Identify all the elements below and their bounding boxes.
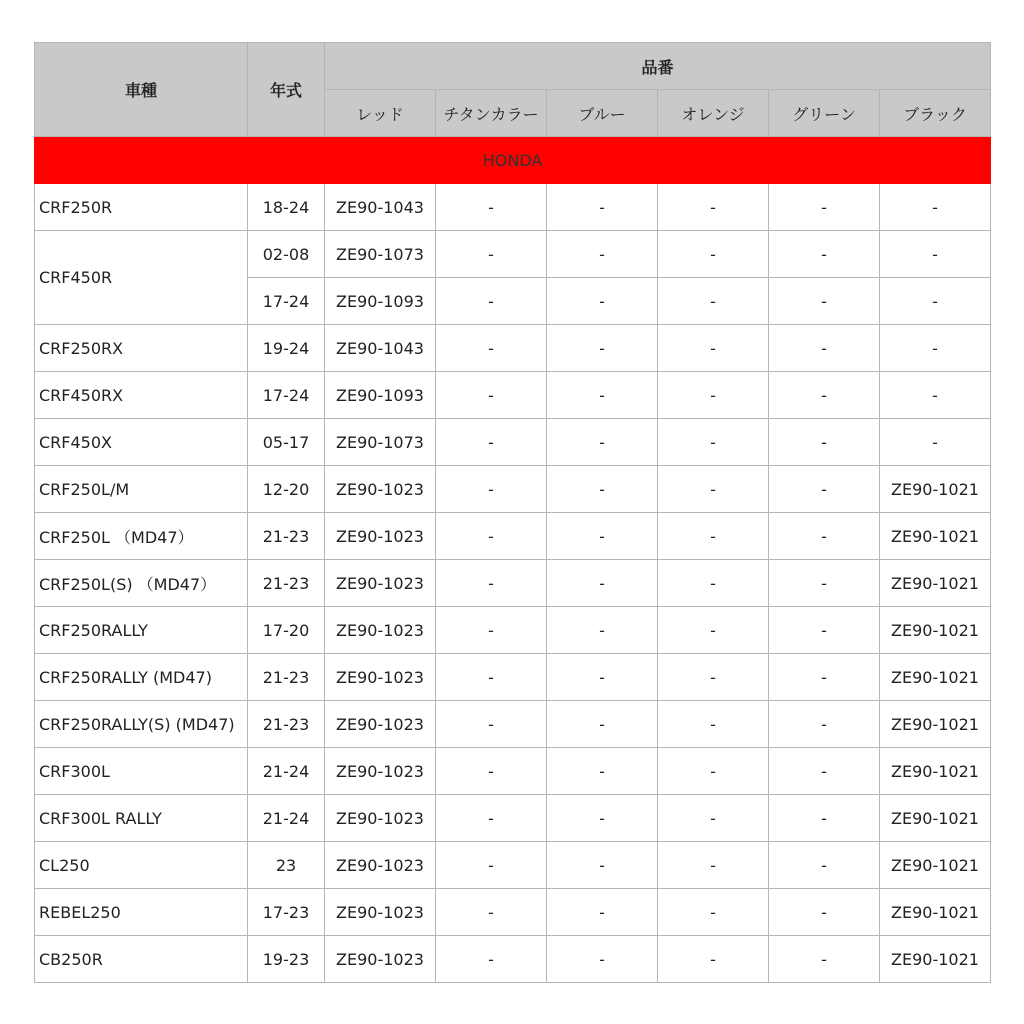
part-number-cell: -	[769, 607, 880, 654]
part-number-cell: ZE90-1073	[325, 231, 436, 278]
part-number-cell: -	[769, 560, 880, 607]
header-color-green: グリーン	[769, 90, 880, 137]
part-number-cell: ZE90-1023	[325, 654, 436, 701]
part-number-cell: -	[436, 325, 547, 372]
header-color-red: レッド	[325, 90, 436, 137]
part-number-cell: -	[658, 701, 769, 748]
part-number-cell: -	[547, 654, 658, 701]
parts-compatibility-table	[34, 42, 991, 983]
year-cell: 19-23	[248, 936, 325, 983]
part-number-cell: ZE90-1023	[325, 842, 436, 889]
part-number-cell: -	[658, 842, 769, 889]
part-number-cell: ZE90-1021	[880, 748, 991, 795]
part-number-cell: -	[547, 325, 658, 372]
year-cell: 23	[248, 842, 325, 889]
model-cell: CRF250L(S) （MD47）	[35, 560, 248, 607]
part-number-cell: -	[436, 607, 547, 654]
part-number-cell: ZE90-1023	[325, 748, 436, 795]
part-number-cell: ZE90-1093	[325, 278, 436, 325]
brand-row	[35, 137, 991, 184]
part-number-cell: ZE90-1093	[325, 372, 436, 419]
year-cell: 21-24	[248, 795, 325, 842]
part-number-cell: -	[436, 184, 547, 231]
part-number-cell: -	[769, 466, 880, 513]
part-number-cell: -	[547, 607, 658, 654]
part-number-cell: -	[880, 372, 991, 419]
part-number-cell: ZE90-1023	[325, 936, 436, 983]
table-row	[35, 795, 991, 842]
part-number-cell: -	[547, 701, 658, 748]
year-cell: 17-20	[248, 607, 325, 654]
model-cell: REBEL250	[35, 889, 248, 936]
part-number-cell: ZE90-1021	[880, 607, 991, 654]
part-number-cell: -	[436, 795, 547, 842]
model-cell: CRF300L RALLY	[35, 795, 248, 842]
part-number-cell: -	[658, 654, 769, 701]
part-number-cell: -	[769, 513, 880, 560]
part-number-cell: -	[436, 654, 547, 701]
model-cell: CRF250R	[35, 184, 248, 231]
table-row	[35, 560, 991, 607]
part-number-cell: -	[769, 842, 880, 889]
part-number-cell: -	[658, 231, 769, 278]
part-number-cell: -	[769, 278, 880, 325]
part-number-cell: ZE90-1021	[880, 701, 991, 748]
part-number-cell: ZE90-1073	[325, 419, 436, 466]
model-cell: CRF250RALLY	[35, 607, 248, 654]
year-cell: 17-24	[248, 278, 325, 325]
part-number-cell: ZE90-1021	[880, 889, 991, 936]
header-color-blue: ブルー	[547, 90, 658, 137]
part-number-cell: -	[436, 466, 547, 513]
part-number-cell: -	[769, 184, 880, 231]
part-number-cell: -	[436, 278, 547, 325]
part-number-cell: ZE90-1021	[880, 842, 991, 889]
part-number-cell: ZE90-1021	[880, 936, 991, 983]
part-number-cell: ZE90-1023	[325, 513, 436, 560]
table-row	[35, 701, 991, 748]
table-row	[35, 842, 991, 889]
part-number-cell: -	[769, 372, 880, 419]
year-cell: 21-23	[248, 513, 325, 560]
table-row	[35, 936, 991, 983]
model-cell: CRF450X	[35, 419, 248, 466]
part-number-cell: -	[658, 278, 769, 325]
brand-label: HONDA	[35, 137, 991, 184]
part-number-cell: ZE90-1021	[880, 654, 991, 701]
part-number-cell: -	[769, 748, 880, 795]
part-number-cell: ZE90-1021	[880, 560, 991, 607]
table-row	[35, 466, 991, 513]
part-number-cell: -	[769, 936, 880, 983]
part-number-cell: -	[658, 466, 769, 513]
part-number-cell: -	[547, 936, 658, 983]
year-cell: 21-23	[248, 654, 325, 701]
part-number-cell: -	[547, 231, 658, 278]
part-number-cell: -	[769, 325, 880, 372]
year-cell: 12-20	[248, 466, 325, 513]
model-cell: CRF250RALLY(S) (MD47)	[35, 701, 248, 748]
model-cell: CB250R	[35, 936, 248, 983]
part-number-cell: ZE90-1021	[880, 466, 991, 513]
part-number-cell: -	[658, 560, 769, 607]
year-cell: 21-23	[248, 560, 325, 607]
part-number-cell: -	[436, 372, 547, 419]
part-number-cell: -	[547, 795, 658, 842]
parts-compatibility-table-wrapper	[34, 42, 990, 983]
part-number-cell: -	[769, 419, 880, 466]
table-row	[35, 372, 991, 419]
part-number-cell: -	[880, 419, 991, 466]
part-number-cell: -	[769, 654, 880, 701]
part-number-cell: -	[658, 325, 769, 372]
part-number-cell: ZE90-1023	[325, 701, 436, 748]
part-number-cell: -	[436, 419, 547, 466]
part-number-cell: -	[769, 701, 880, 748]
part-number-cell: -	[547, 419, 658, 466]
part-number-cell: -	[436, 513, 547, 560]
header-year: 年式	[248, 43, 325, 137]
part-number-cell: -	[436, 701, 547, 748]
header-color-black: ブラック	[880, 90, 991, 137]
header-model: 車種	[35, 43, 248, 137]
table-row	[35, 184, 991, 231]
part-number-cell: -	[880, 231, 991, 278]
model-cell: CRF250L/M	[35, 466, 248, 513]
part-number-cell: -	[436, 889, 547, 936]
part-number-cell: -	[880, 325, 991, 372]
year-cell: 02-08	[248, 231, 325, 278]
table-row	[35, 748, 991, 795]
year-cell: 17-24	[248, 372, 325, 419]
table-row	[35, 607, 991, 654]
model-cell: CRF250RX	[35, 325, 248, 372]
part-number-cell: -	[658, 419, 769, 466]
part-number-cell: -	[547, 513, 658, 560]
part-number-cell: -	[658, 795, 769, 842]
part-number-cell: -	[436, 560, 547, 607]
table-row	[35, 654, 991, 701]
part-number-cell: ZE90-1021	[880, 795, 991, 842]
year-cell: 18-24	[248, 184, 325, 231]
table-row	[35, 513, 991, 560]
part-number-cell: ZE90-1023	[325, 560, 436, 607]
header-color-orange: オレンジ	[658, 90, 769, 137]
year-cell: 19-24	[248, 325, 325, 372]
table-row	[35, 231, 991, 278]
header-color-titanium: チタンカラー	[436, 90, 547, 137]
part-number-cell: -	[769, 795, 880, 842]
part-number-cell: -	[547, 466, 658, 513]
part-number-cell: -	[658, 748, 769, 795]
table-row	[35, 419, 991, 466]
part-number-cell: ZE90-1023	[325, 889, 436, 936]
part-number-cell: -	[547, 372, 658, 419]
part-number-cell: -	[547, 184, 658, 231]
model-cell: CRF450R	[35, 231, 248, 325]
part-number-cell: -	[880, 184, 991, 231]
table-body	[35, 137, 991, 983]
part-number-cell: -	[547, 889, 658, 936]
year-cell: 05-17	[248, 419, 325, 466]
part-number-cell: -	[436, 231, 547, 278]
part-number-cell: ZE90-1023	[325, 466, 436, 513]
part-number-cell: -	[436, 842, 547, 889]
part-number-cell: -	[769, 889, 880, 936]
part-number-cell: -	[547, 748, 658, 795]
model-cell: CRF250L （MD47）	[35, 513, 248, 560]
part-number-cell: -	[658, 184, 769, 231]
model-cell: CL250	[35, 842, 248, 889]
model-cell: CRF450RX	[35, 372, 248, 419]
model-cell: CRF300L	[35, 748, 248, 795]
part-number-cell: -	[658, 889, 769, 936]
part-number-cell: -	[658, 513, 769, 560]
part-number-cell: ZE90-1021	[880, 513, 991, 560]
part-number-cell: -	[769, 231, 880, 278]
table-row	[35, 325, 991, 372]
part-number-cell: -	[658, 372, 769, 419]
year-cell: 17-23	[248, 889, 325, 936]
part-number-cell: -	[436, 936, 547, 983]
header-part-number: 品番	[325, 43, 991, 90]
year-cell: 21-24	[248, 748, 325, 795]
part-number-cell: -	[547, 842, 658, 889]
part-number-cell: -	[658, 936, 769, 983]
part-number-cell: ZE90-1043	[325, 325, 436, 372]
part-number-cell: -	[547, 278, 658, 325]
part-number-cell: ZE90-1023	[325, 795, 436, 842]
table-row	[35, 889, 991, 936]
part-number-cell: -	[436, 748, 547, 795]
part-number-cell: -	[880, 278, 991, 325]
part-number-cell: ZE90-1023	[325, 607, 436, 654]
part-number-cell: ZE90-1043	[325, 184, 436, 231]
model-cell: CRF250RALLY (MD47)	[35, 654, 248, 701]
part-number-cell: -	[547, 560, 658, 607]
year-cell: 21-23	[248, 701, 325, 748]
part-number-cell: -	[658, 607, 769, 654]
table-header	[35, 43, 991, 137]
